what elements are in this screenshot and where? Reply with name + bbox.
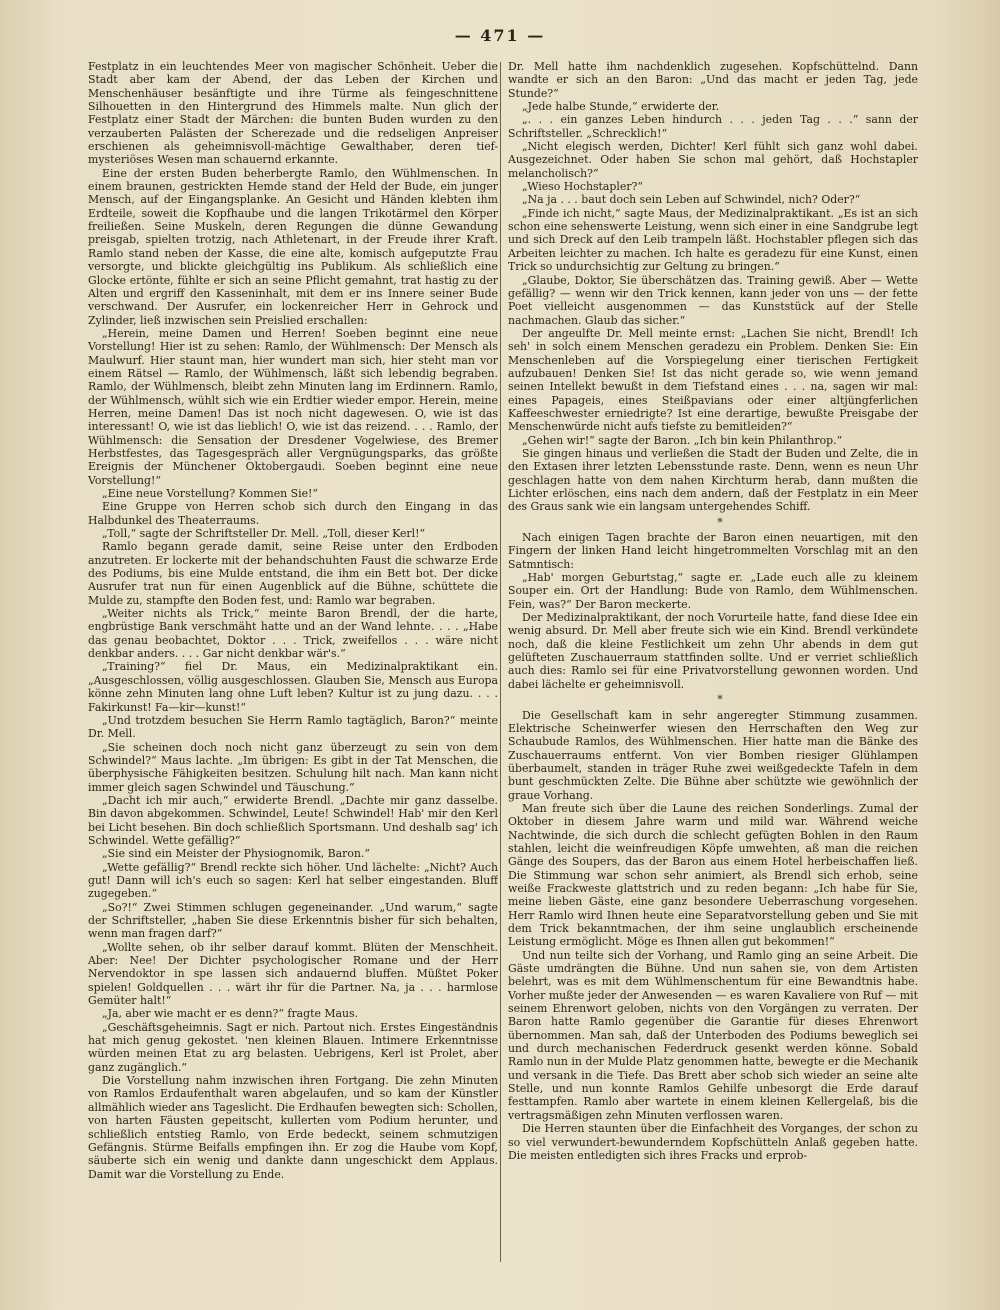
paragraph: Dr. Mell hatte ihm nachdenklich zugesehen. Kopfschüttelnd. Dann wandte er sich an den Baron: „Und das macht er jeden Tag, jede Stunde?“	[508, 60, 918, 100]
column-divider	[500, 62, 501, 1262]
paragraph: Die Gesellschaft kam in sehr angeregter Stimmung zusammen. Elektrische Scheinwerfer wiesen den Herrschaften den Weg zur Schaubude Ramlos, des Wühlmenschen. Hier hatte man die Bänke des Zuschauerraums entfernt. Von vier Bomben riesiger Glühlampen überbaumelt, standen in träger Ruhe zwei weißgedeckte Tafeln in dem bunt geschmückten Zelte. Die Bühne aber schützte wie gewöhnlich der graue Vorhang.	[508, 708, 918, 802]
paragraph: „Weiter nichts als Trick,“ meinte Baron Brendl, der die harte, engbrüstige Bank verschmäht hatte und an der Wand lehnte. . . . „Habe das genau beobachtet, Doktor . . . Trick, zweifellos . . . wäre nicht denkbar anders. . . . Gar nicht denkbar wär's.“	[88, 607, 498, 661]
paragraph: „Wieso Hochstapler?“	[522, 180, 643, 194]
paragraph: Die Vorstellung nahm inzwischen ihren Fortgang. Die zehn Minuten von Ramlos Erdaufenthalt waren abgelaufen, und so kam der Künstler allmählich wieder ans Tageslicht. Die Erdhaufen bewegten sich: Schollen, von harten Fäusten gepeitscht, kullerten vom Podium herunter, und schließlich entstieg Ramlo, von Erde bedeckt, seinem schmutzigen Gefängnis. Stürme Beifalls empfingen ihn. Er zog die Haube vom Kopf, säuberte sich ein wenig und dankte dann ungeschickt dem Applaus. Damit war die Vorstellung zu Ende.	[88, 1074, 498, 1181]
paragraph: „Ja, aber wie macht er es denn?“ fragte Maus.	[102, 1007, 359, 1021]
paragraph: „Nicht elegisch werden, Dichter! Kerl fühlt sich ganz wohl dabei. Ausgezeichnet. Oder haben Sie schon mal gehört, daß Hochstapler melancholisch?“	[508, 140, 918, 180]
paragraph: „. . . ein ganzes Leben hindurch . . . jeden Tag . . .“ sann der Schriftsteller. „Schrecklich!“	[508, 113, 918, 140]
paragraph: „Finde ich nicht,“ sagte Maus, der Medizinalpraktikant. „Es ist an sich schon eine sehenswerte Leistung, wenn sich einer in eine Sandgrube legt und sich Dreck auf den Leib trampeln läßt. Hochstabler pflegen sich das Arbeiten leichter zu machen. Ich halte es geradezu für eine Kunst, einen Trick so undurchsichtig zur Geltung zu bringen.“	[508, 206, 918, 274]
paragraph: „Und trotzdem besuchen Sie Herrn Ramlo tagtäglich, Baron?“ meinte Dr. Mell.	[88, 713, 498, 741]
paragraph: „Dacht ich mir auch,“ erwiderte Brendl. „Dachte mir ganz dasselbe. Bin davon abgekommen. Schwindel, Leute! Schwindel! Hab' mir den Kerl bei Licht besehen. Bin doch schließlich Sportsmann. Und deshalb sag' ich Schwindel. Wette gefällig?“	[88, 793, 498, 847]
paragraph: „Sie scheinen doch noch nicht ganz überzeugt zu sein von dem Schwindel?“ Maus lachte. „Im übrigen: Es gibt in der Tat Menschen, die überphysische Fähigkeiten besitzen. Schulung hilt nach. Man kann nicht immer gleich sagen Schwindel und Täuschung.“	[88, 740, 498, 794]
paragraph: „Glaube, Doktor, Sie überschätzen das. Training gewiß. Aber — Wette gefällig? — wenn wir den Trick kennen, kann jeder von uns — der fette Poet vielleicht ausgenommen — das Kunststück auf der Stelle nachmachen. Glaub das sicher.“	[508, 273, 918, 327]
paragraph: Ramlo begann gerade damit, seine Reise unter den Erdboden anzutreten. Er lockerte mit der behandschuhten Faust die schwarze Erde des Podiums, bis eine Mulde entstand, die ihm ein Bett bot. Der dicke Ausrufer trat nun für einen Augenblick auf die Bühne, schüttete die Mulde zu, stampfte den Boden fest, und: Ramlo war begraben.	[88, 540, 498, 607]
paragraph: „Wette gefällig?“ Brendl reckte sich höher. Und lächelte: „Nicht? Auch gut! Dann will ich's euch so sagen: Kerl hat selber eingestanden. Bluff zugegeben.“	[88, 860, 498, 901]
right-column	[508, 60, 918, 1265]
paragraph: Eine Gruppe von Herren schob sich durch den Eingang in das Halbdunkel des Theaterraums.	[88, 500, 498, 527]
paragraph: „Geschäftsgeheimnis. Sagt er nich. Partout nich. Erstes Eingeständnis hat mich genug gekostet. 'nen kleinen Blauen. Intimere Erkenntnisse würden meinen Etat zu arg belasten. Uebrigens, Kerl ist Prolet, aber ganz zugänglich.“	[88, 1020, 498, 1074]
page-number: — 471 —	[454, 26, 546, 45]
paragraph: Der angeulfte Dr. Mell meinte ernst: „Lachen Sie nicht, Brendl! Ich seh' in solch einem Menschen geradezu ein Problem. Denken Sie: Ein Menschenleben auf die Vorspiegelung einer tierischen Fertigkeit aufzubauen! Denken Sie! Ist das nicht gerade so, wie wenn jemand seinen Intellekt bewußt in dem Tiefstand eines . . . na, sagen wir mal: eines Papageis, eines Steißpavians oder einer altjüngferlichen Kaffeeschwester erniedrigte? Ist eine derartige, bewußte Preisgabe der Menschenwürde nicht aufs tiefste zu bemitleiden?“	[508, 326, 918, 434]
paragraph: „Training?“ fiel Dr. Maus, ein Medizinalpraktikant ein. „Ausgeschlossen, völlig ausgeschlossen. Glauben Sie, Mensch aus Europa könne zehn Minuten lang ohne Luft leben? Kultur ist zu jung dazu. . . . Fakirkunst! Fa—kir—kunst!“	[88, 660, 498, 714]
section-separator: *	[717, 515, 723, 529]
paragraph: Die Herren staunten über die Einfachheit des Vorganges, der schon zu so viel verwundert-bewunderndem Kopfschütteln Anlaß gegeben hatte. Die meisten entledigten sich ihres Fracks und erprob-	[508, 1122, 918, 1162]
paragraph: „Sie sind ein Meister der Physiognomik, Baron.“	[102, 847, 370, 861]
paragraph: „Jede halbe Stunde,“ erwiderte der.	[522, 100, 720, 114]
paragraph: Und nun teilte sich der Vorhang, und Ramlo ging an seine Arbeit. Die Gäste umdrängten die Bühne. Und nun sahen sie, von dem Artisten belehrt, was es mit dem Wühlmenschentum für eine Bewandtnis habe. Vorher mußte jeder der Anwesenden — es waren Kavaliere von Ruf — mit seinem Ehrenwort geloben, nichts von den Vorgängen zu verraten. Der Baron hatte Ramlo gegenüber die Garantie für dieses Ehrenwort übernommen. Man sah, daß der Unterboden des Podiums beweglich sei und durch mechanischen Federdruck gesenkt werden könne. Sobald Ramlo nun in der Mulde Platz genommen hatte, bewegte er die Mechanik und versank in die Tiefe. Das Brett aber schob sich wieder an seine alte Stelle, und nun konnte Ramlos Gehilfe unbesorgt die Erde darauf festtampfen. Ramlo aber wartete in einem kleinen Kellergelaß, bis die vertragsmäßigen zehn Minuten verflossen waren.	[508, 948, 918, 1122]
section-separator: *	[717, 693, 723, 707]
paragraph: Festplatz in ein leuchtendes Meer von magischer Schönheit. Ueber die Stadt aber kam der Abend, der das Leben der Kirchen und Menschenhäuser besänftigte und ihre Türme als feingeschnittene Silhouetten in den Hintergrund des Himmels malte. Nun glich der Festplatz einer Stadt der Märchen: die bunten Buden wurden zu den verzauberten Palästen der Scherezade und die redseligen Anpreiser erschienen als geheimnisvoll-mächtige Gewalthaber, deren tief-mysteriöses Wesen man schauernd erkannte.	[88, 60, 498, 167]
paragraph: Sie gingen hinaus und verließen die Stadt der Buden und Zelte, die in den Extasen ihrer letzten Lebensstunde raste. Denn, wenn es neun Uhr geschlagen hatte von dem nahen Kirchturm herab, dann mußten die Lichter erlöschen, eins nach dem andern, daß der Festplatz in ein Meer des Graus sank wie ein langsam untergehendes Schiff.	[508, 446, 918, 514]
paragraph: „Na ja . . . baut doch sein Leben auf Schwindel, nich? Oder?“	[522, 193, 861, 207]
paragraph: „Herein, meine Damen und Herren! Soeben beginnt eine neue Vorstellung! Hier ist zu sehen: Ramlo, der Wühlmensch: Der Mensch als Maulwurf. Hier staunt man, hier wundert man sich, hier steht man vor einem Rätsel — Ramlo, der Wühlmensch, läßt sich lebendig begraben. Ramlo, der Wühlmensch, bleibt zehn Minuten lang im Erdinnern. Ramlo, der Wühlmensch, wühlt sich wie ein Erdtier wieder empor. Herein, meine Herren, meine Damen! Das ist noch nicht dagewesen. O, wie ist das interessant! O, wie ist das lieblich! O, wie ist das reizend. . . . Ramlo, der Wühlmensch: die Sensation der Dresdener Vogelwiese, des Bremer Herbstfestes, das Tagesgespräch aller Vergnügungsparks, das größte Ereignis der Münchener Oktobergaudi. Soeben beginnt eine neue Vorstellung!“	[88, 326, 498, 487]
paragraph: „Gehen wir!“ sagte der Baron. „Ich bin kein Philanthrop.“	[522, 433, 843, 447]
paragraph: „Toll,“ sagte der Schriftsteller Dr. Mell. „Toll, dieser Kerl!“	[102, 527, 426, 541]
paragraph: „Wollte sehen, ob ihr selber darauf kommt. Blüten der Menschheit. Aber: Nee! Der Dichter psychologischer Romane und der Herr Nervendoktor in spe lassen sich andauernd bluffen. Müßtet Poker spielen! Goldquellen . . . wärt ihr für die Partner. Na, ja . . . harmlose Gemüter halt!“	[88, 940, 498, 1008]
paragraph: Eine der ersten Buden beherbergte Ramlo, den Wühlmenschen. In einem braunen, gestrickten Hemde stand der Held der Bude, ein junger Mensch, auf der Eingangsplanke. An Gesicht und Händen klebten ihm Erdteile, soweit die Kopfhaube und die langen Trikotärmel den Körper freiließen. Seine Muskeln, deren Regungen die dünne Gewandung preisgab, spielten trotzig, nach Athletenart, in der Freude ihrer Kraft. Ramlo stand neben der Kasse, die eine alte, komisch aufgeputzte Frau versorgte, und blickte gleichgültig ins Publikum. Als schließlich eine Glocke ertönte, fühlte er sich an seine Pflicht gemahnt, trat hastig zu der Alten und ergriff den Kasseninhalt, mit dem er ins Innere seiner Bude verschwand. Der Ausrufer, ein lockenreicher Herr in Gehrock und Zylinder, ließ inzwischen sein Preislied erschallen:	[88, 166, 498, 327]
paragraph: Nach einigen Tagen brachte der Baron einen neuartigen, mit den Fingern der linken Hand leicht hingetrommelten Vorschlag mit an den Satmntisch:	[508, 531, 918, 571]
paragraph: Der Medizinalpraktikant, der noch Vorurteile hatte, fand diese Idee ein wenig absurd. Dr. Mell aber freute sich wie ein Kind. Brendl verkündete noch, daß die kleine Festlichkeit um zehn Uhr abends in dem gut gelüfteten Zuschauerraum stattfinden sollte. Und er verriet schließlich auch dies: Ramlo sei für eine Privatvorstellung gewonnen worden. Und dabei lächelte er geheimnisvoll.	[508, 611, 918, 691]
paragraph: Man freute sich über die Laune des reichen Sonderlings. Zumal der Oktober in diesem Jahre warm und mild war. Während weiche Nachtwinde, die sich durch die schlecht gefügten Bohlen in den Raum stahlen, leicht die weinfreudigen Köpfe umwehten, aß man die reichen Gänge des Soupers, das der Baron aus einem Hotel herbeischaffen ließ. Die Stimmung war schon sehr animiert, als Brendl sich erhob, seine weiße Frackweste glattstrich und zu reden begann: „Ich habe für Sie, meine lieben Gäste, eine ganz besondere Ueberraschung vorgesehen. Herr Ramlo wird Ihnen heute eine Separatvorstellung geben und Sie mit dem Trick bekanntmachen, der ihm seine unglaublich erscheinende Leistung ermöglicht. Möge es Ihnen allen gut bekommen!“	[508, 801, 918, 949]
left-column	[88, 60, 498, 1265]
paragraph: „Hab' morgen Geburtstag,“ sagte er. „Lade euch alle zu kleinem Souper ein. Ort der Handlung: Bude von Ramlo, dem Wühlmenschen. Fein, was?“ Der Baron meckerte.	[508, 571, 918, 611]
paragraph: „Eine neue Vorstellung? Kommen Sie!“	[102, 487, 318, 500]
paragraph: „So?!“ Zwei Stimmen schlugen gegeneinander. „Und warum,“ sagte der Schriftsteller, „haben Sie diese Erkenntnis bisher für sich behalten, wenn man fragen darf?“	[88, 900, 498, 941]
